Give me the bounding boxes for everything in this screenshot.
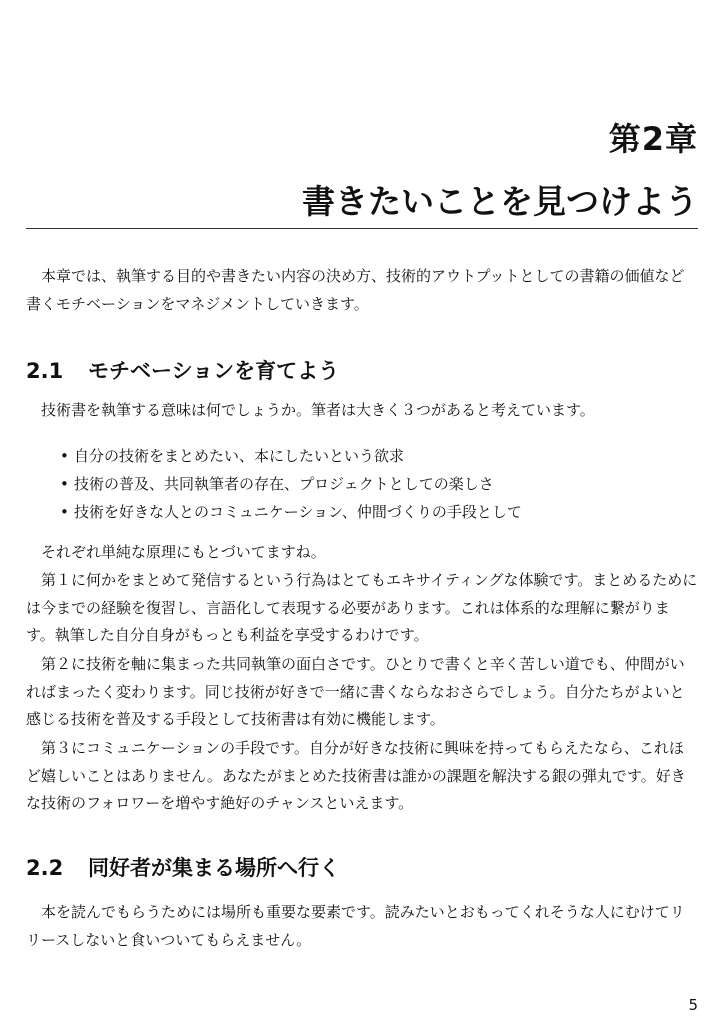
- chapter-title: 書きたいことを見つけよう: [302, 182, 698, 221]
- bullet-marker: •: [60, 475, 69, 493]
- chapter-divider: [26, 228, 698, 229]
- section-number: 2.2: [26, 856, 64, 880]
- section-lead: 技術書を執筆する意味は何でしょうか。筆者は大きく３つがあると考えています。: [41, 401, 595, 419]
- bullet-marker: •: [60, 447, 69, 465]
- list-item-text: 技術の普及、共同執筆者の存在、プロジェクトとしての楽しさ: [74, 475, 494, 493]
- section-heading-2-1: [26, 355, 339, 385]
- document-page: [26, 0, 698, 1024]
- list-item-text: 自分の技術をまとめたい、本にしたいという欲求: [74, 447, 405, 465]
- section-title: モチベーションを育てよう: [88, 359, 340, 383]
- body-paragraph: 第１に何かをまとめて発信するという行為はとてもエキサイティングな体験です。まとめるためには今までの経験を復習し、言語化して表現する必要があります。これは体系的な理解に繋がります。執筆した自分自身がもっとも利益を享受するわけです。: [26, 571, 698, 644]
- section-heading-2-2: [26, 852, 340, 882]
- page-number: 5: [688, 996, 698, 1014]
- list-item-text: 技術を好きな人とのコミュニケーション、仲間づくりの手段として: [74, 503, 522, 521]
- section-title: 同好者が集まる場所へ行く: [88, 856, 340, 880]
- body-paragraph: 第３にコミュニケーションの手段です。自分が好きな技術に興味を持ってもらえたなら、これほど嬉しいことはありません。あなたがまとめた技術書は誰かの課題を解決する銀の弾丸です。好きな技術のフォロワーを増やす絶好のチャンスといえます。: [26, 739, 686, 812]
- list-item: [60, 498, 522, 526]
- list-item: [60, 442, 522, 470]
- bullet-list: [60, 442, 522, 526]
- body-paragraph: 本を読んでもらうためには場所も重要な要素です。読みたいとおもってくれそうな人にむけてリリースしないと食いついてもらえません。: [26, 903, 685, 949]
- body-paragraph: 第２に技術を軸に集まった共同執筆の面白さです。ひとりで書くと辛く苦しい道でも、仲間がいればまったく変わります。同じ技術が好きで一緒に書くならなおさらでしょう。自分たちがよいと感じる技術を普及する手段として技術書は有効に機能します。: [26, 655, 685, 728]
- bullet-marker: •: [60, 503, 69, 521]
- chapter-number: 第2章: [608, 120, 698, 158]
- chapter-intro: 本章では、執筆する目的や書きたい内容の決め方、技術的アウトプットとしての書籍の価値など書くモチベーションをマネジメントしていきます。: [26, 267, 685, 313]
- section-number: 2.1: [26, 359, 64, 383]
- list-item: [60, 470, 522, 498]
- body-paragraph: それぞれ単純な原理にもとづいてますね。: [41, 543, 326, 561]
